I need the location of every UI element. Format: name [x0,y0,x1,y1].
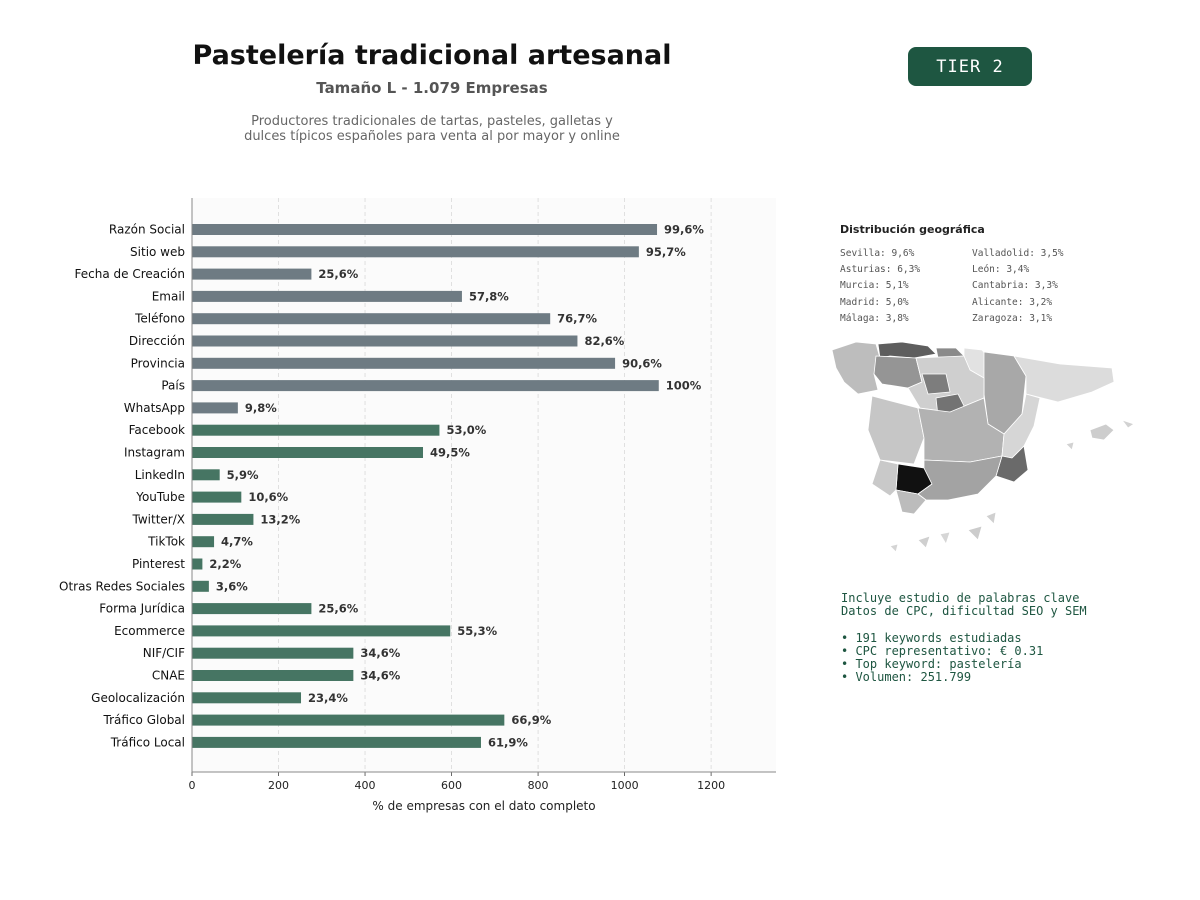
x-tick-label: 0 [188,779,196,792]
category-label: CNAE [151,668,185,683]
bar [192,514,253,525]
data-label: 55,3% [457,623,498,638]
category-label: YouTube [136,490,185,505]
data-label: 9,8% [244,400,277,415]
data-label: 25,6% [318,601,359,616]
map-region [918,456,1002,500]
geo-item: Asturias: 6,3% [840,264,921,276]
keyword-bullet: • CPC representativo: € 0.31 [841,643,1044,658]
map-region [878,342,936,358]
bar [192,425,439,436]
data-label: 90,6% [622,356,662,371]
x-tick-label: 1000 [610,779,639,792]
category-label: WhatsApp [123,400,185,415]
x-tick-label: 200 [268,779,290,792]
geo-item: Madrid: 5,0% [840,296,909,308]
keyword-bullet: • Volumen: 251.799 [841,670,972,685]
data-label: 34,6% [360,668,401,683]
page-title: Pastelería tradicional artesanal [192,40,672,71]
x-tick-label: 800 [527,779,549,792]
geo-item: Sevilla: 9,6% [840,248,915,259]
geo-list-right [972,246,1064,327]
x-tick-label: 600 [441,779,463,792]
bar [192,380,659,391]
map-region [872,460,898,496]
bar [192,559,202,570]
bar [192,737,481,748]
data-label: 34,6% [360,646,401,661]
data-label: 53,0% [446,423,487,438]
data-label: 3,6% [215,579,248,594]
category-label: Tráfico Local [110,735,185,750]
data-label: 61,9% [487,735,528,750]
map-region [874,356,922,388]
data-label: 4,7% [221,534,253,549]
category-label: Email [151,289,185,304]
map-region [1122,420,1134,428]
bar [192,625,450,636]
data-label: 57,8% [468,289,509,304]
data-label: 10,6% [248,490,289,505]
data-label: 2,2% [209,557,242,571]
data-label: 25,6% [318,267,359,282]
data-label: 66,9% [511,713,552,728]
category-label: Ecommerce [114,623,185,638]
data-label: 5,9% [226,467,259,482]
map-region [832,342,880,394]
x-tick-label: 400 [354,779,376,792]
bar [192,648,353,659]
category-label: LinkedIn [134,467,185,482]
bar [192,246,639,257]
category-label: Pinterest [131,557,185,571]
map-region [918,536,930,548]
bar [192,469,220,480]
geo-item: Málaga: 3,8% [840,312,909,324]
page-description: Productores tradicionales de tartas, pasteles, galletas y dulces típicos españoles para venta al por mayor y online [244,114,620,144]
map-region [868,396,924,464]
category-label: NIF/CIF [142,646,185,661]
data-label: 76,7% [557,311,598,326]
category-label: Twitter/X [132,512,185,527]
bar [192,715,504,726]
keyword-bullet: • 191 keywords estudiadas [841,630,1022,645]
category-label: Teléfono [135,311,185,326]
x-axis-label: % de empresas con el dato completo [372,799,596,813]
geo-list-left [840,246,920,327]
page-subtitle: Tamaño L - 1.079 Empresas [316,79,548,97]
bar [192,447,423,458]
map-region [890,544,898,552]
geo-item: Murcia: 5,1% [840,280,909,292]
map-region [1066,442,1074,450]
bar [192,224,657,235]
data-label: 23,4% [308,690,348,705]
data-label: 100% [665,378,702,393]
category-label: Fecha de Creación [74,267,185,282]
map-region [968,526,982,540]
map-region [986,512,996,524]
bar [192,536,214,547]
data-label: 49,5% [430,445,470,460]
bar [192,291,462,302]
geo-item: Zaragoza: 3,1% [972,312,1053,324]
bar [192,692,301,703]
keywords-block [841,592,1087,685]
geo-item: Valladolid: 3,5% [972,248,1064,259]
bar [192,358,615,369]
category-label: Tráfico Global [103,713,185,728]
category-label: Geolocalización [91,690,185,705]
category-label: Instagram [123,445,185,460]
plot-area [192,198,776,772]
geo-item: Alicante: 3,2% [972,296,1053,308]
category-label: País [161,378,185,393]
geo-item: León: 3,4% [972,264,1030,276]
category-label: Razón Social [108,222,185,237]
bar [192,492,241,503]
category-label: TikTok [148,534,185,549]
data-label: 99,6% [664,222,704,237]
map-region [1090,424,1114,440]
category-label: Sitio web [130,244,185,259]
geo-title: Distribución geográfica [840,223,985,236]
data-label: 95,7% [645,244,686,259]
bar [192,670,353,681]
keyword-bullet: • Top keyword: pastelería [841,657,1022,672]
geo-item: Cantabria: 3,3% [972,280,1058,292]
bar [192,269,311,280]
category-label: Facebook [128,423,185,438]
bar [192,603,311,614]
bar [192,581,209,592]
bar [192,313,550,324]
category-label: Otras Redes Sociales [59,579,185,594]
category-label: Forma Jurídica [99,601,185,616]
tier-badge: TIER 2 [908,47,1032,86]
x-tick-label: 1200 [697,779,726,792]
data-label: 13,2% [260,512,301,527]
spain-map [828,334,1140,558]
keywords-line-1: Incluye estudio de palabras clave [841,591,1080,605]
map-region [940,532,950,544]
bar [192,402,238,413]
category-label: Dirección [128,334,185,348]
keywords-line-2: Datos de CPC, dificultad SEO y SEM [841,604,1087,619]
category-label: Provincia [130,356,185,371]
bar [192,336,577,347]
data-label: 82,6% [584,334,625,348]
